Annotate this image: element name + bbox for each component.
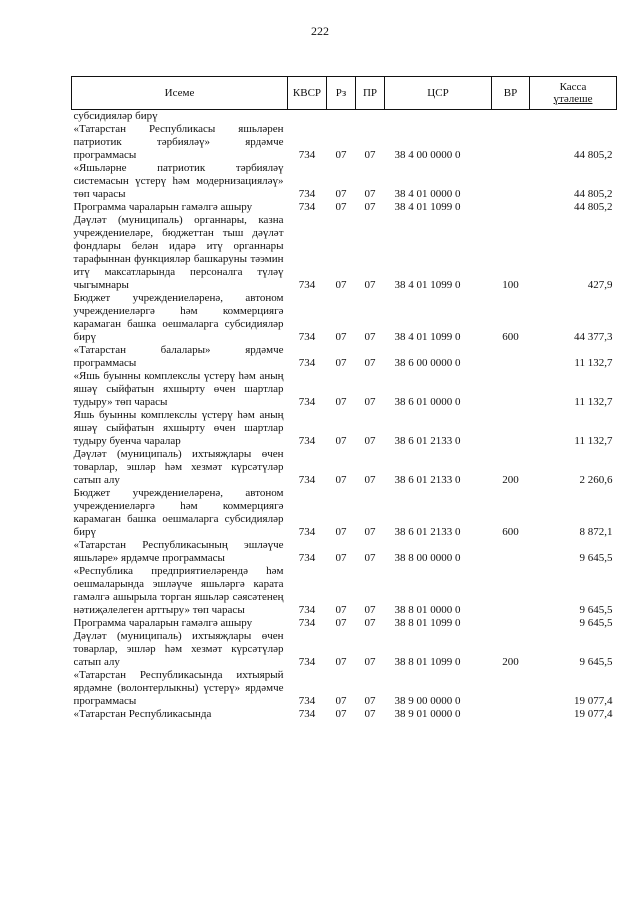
cell-sum: 11 132,7 (574, 396, 613, 408)
table-row (72, 708, 617, 721)
cell-kvsr: 734 (298, 656, 316, 668)
cell-rz: 07 (335, 474, 347, 486)
cell-vr (492, 123, 530, 162)
cell-sum (530, 110, 617, 124)
cell-kvsr: 734 (298, 617, 316, 629)
cell-name: Программа чараларын гамәлгә ашыру (73, 201, 253, 213)
cell-vr (492, 201, 530, 214)
table-row (72, 292, 617, 344)
cell-csr: 38 9 01 0000 0 (394, 708, 461, 720)
table-row (72, 123, 617, 162)
cell-rz: 07 (335, 552, 347, 564)
cell-kvsr: 734 (298, 552, 316, 564)
cell-csr: 38 8 01 1099 0 (394, 656, 461, 668)
cell-vr (492, 565, 530, 617)
cell-rz: 07 (335, 617, 347, 629)
header-pr: ПР (356, 77, 385, 110)
header-kvsr: КВСР (288, 77, 327, 110)
table-row (72, 565, 617, 617)
cell-csr: 38 8 01 1099 0 (394, 617, 461, 629)
cell-csr: 38 4 00 0000 0 (394, 149, 461, 161)
cell-pr (356, 110, 385, 124)
cell-rz: 07 (335, 331, 347, 343)
cell-pr: 07 (364, 357, 376, 369)
cell-sum: 44 805,2 (574, 188, 613, 200)
cell-kvsr: 734 (298, 474, 316, 486)
cell-name: Бюджет учреждениеләренә, автоном учреждениеләргә һәм коммерциягә карамаган башка оешмаларга субсидияләр бирү (73, 487, 284, 538)
cell-rz: 07 (335, 149, 347, 161)
cell-name: «Татарстан Республикасында ихтыярый ярдәмне (волонтерлыкны) үстерү» ярдәмче программасы (73, 669, 284, 707)
cell-csr: 38 8 00 0000 0 (394, 552, 461, 564)
cell-sum: 427,9 (587, 279, 613, 291)
header-vr: ВР (492, 77, 530, 110)
header-sum-line2: үтәлеше (553, 93, 593, 105)
table-row (72, 201, 617, 214)
cell-sum: 8 872,1 (579, 526, 613, 538)
cell-sum: 9 645,5 (579, 617, 613, 629)
cell-name: Программа чараларын гамәлгә ашыру (73, 617, 253, 629)
cell-pr: 07 (364, 331, 376, 343)
cell-csr: 38 6 00 0000 0 (394, 357, 461, 369)
cell-kvsr: 734 (298, 526, 316, 538)
cell-rz: 07 (335, 695, 347, 707)
cell-pr: 07 (364, 435, 376, 447)
cell-csr: 38 4 01 1099 0 (394, 201, 461, 213)
cell-sum: 44 377,3 (574, 331, 613, 343)
cell-rz: 07 (335, 435, 347, 447)
table-row (72, 110, 617, 124)
cell-vr (492, 110, 530, 124)
page-number: 222 (311, 24, 329, 38)
cell-pr: 07 (364, 604, 376, 616)
cell-name: Дәүләт (муниципаль) ихтыяҗлары өчен товарлар, эшләр һәм хезмәт күрсәтүләр сатып алу (73, 630, 284, 668)
cell-kvsr: 734 (298, 149, 316, 161)
cell-pr: 07 (364, 617, 376, 629)
cell-pr: 07 (364, 474, 376, 486)
cell-vr (492, 344, 530, 370)
table-row (72, 162, 617, 201)
cell-name: Дәүләт (муниципаль) ихтыяҗлары өчен товарлар, эшләр һәм хезмәт күрсәтүләр сатып алу (73, 448, 284, 486)
cell-sum: 19 077,4 (574, 695, 613, 707)
cell-csr (385, 110, 492, 124)
cell-rz: 07 (335, 526, 347, 538)
cell-csr: 38 4 01 1099 0 (394, 331, 461, 343)
cell-csr: 38 4 01 0000 0 (394, 188, 461, 200)
cell-rz: 07 (335, 656, 347, 668)
cell-name: Дәүләт (муниципаль) органнары, казна учреждениеләре, бюджеттан тыш дәүләт фондлары белән идарә итү органнары тарафыннан функцияләр башкаруны тәэмин итү максатларында персоналга түләү чыгымнары (73, 214, 284, 291)
cell-pr: 07 (364, 552, 376, 564)
cell-csr: 38 6 01 2133 0 (394, 526, 461, 538)
cell-rz: 07 (335, 396, 347, 408)
cell-vr (492, 669, 530, 708)
cell-vr: 600 (502, 526, 519, 538)
table-row (72, 409, 617, 448)
cell-rz: 07 (335, 188, 347, 200)
cell-vr: 100 (502, 279, 519, 291)
cell-pr: 07 (364, 149, 376, 161)
cell-vr (492, 617, 530, 630)
cell-pr: 07 (364, 708, 376, 720)
table-row (72, 370, 617, 409)
cell-sum: 9 645,5 (579, 552, 613, 564)
cell-name: «Республика предприятиеләрендә һәм оешмаларында эшләүче яшьләргә карата гамәлгә ашырыла торган яшьләр сәясәтенең нәтиҗәлелеген арттыру» төп чарасы (73, 565, 284, 616)
cell-name: «Татарстан Республикасы яшьләрен патриотик тәрбияләү» ярдәмче программасы (73, 123, 284, 161)
cell-csr: 38 8 01 0000 0 (394, 604, 461, 616)
cell-kvsr: 734 (298, 188, 316, 200)
cell-rz: 07 (335, 604, 347, 616)
cell-sum: 9 645,5 (579, 656, 613, 668)
cell-vr (492, 370, 530, 409)
cell-rz: 07 (335, 708, 347, 720)
cell-vr (492, 539, 530, 565)
cell-kvsr: 734 (298, 279, 316, 291)
cell-kvsr: 734 (298, 435, 316, 447)
cell-sum: 11 132,7 (574, 435, 613, 447)
cell-vr (492, 162, 530, 201)
cell-sum: 9 645,5 (579, 604, 613, 616)
table-row (72, 214, 617, 292)
cell-pr: 07 (364, 279, 376, 291)
table-row (72, 344, 617, 370)
cell-sum: 44 805,2 (574, 149, 613, 161)
cell-kvsr: 734 (298, 708, 316, 720)
cell-name: Бюджет учреждениеләренә, автоном учреждениеләргә һәм коммерциягә карамаган башка оешмаларга субсидияләр бирү (73, 292, 284, 343)
cell-kvsr: 734 (298, 331, 316, 343)
cell-sum: 2 260,6 (579, 474, 613, 486)
table-row (72, 539, 617, 565)
header-sum (530, 77, 617, 110)
cell-vr: 200 (502, 474, 519, 486)
cell-rz: 07 (335, 279, 347, 291)
cell-sum: 19 077,4 (574, 708, 613, 720)
cell-vr: 200 (502, 656, 519, 668)
cell-csr: 38 9 00 0000 0 (394, 695, 461, 707)
table-header-row (72, 77, 617, 110)
header-rz: Рз (327, 77, 356, 110)
cell-kvsr: 734 (298, 604, 316, 616)
header-csr: ЦСР (385, 77, 492, 110)
cell-name: Яшь буынны комплекслы үстерү һәм аның яшәү сыйфатын яхшырту өчен шартлар тудыру буенча чаралар (73, 409, 284, 447)
cell-kvsr: 734 (298, 201, 316, 213)
cell-pr: 07 (364, 526, 376, 538)
cell-kvsr: 734 (298, 357, 316, 369)
cell-pr: 07 (364, 656, 376, 668)
cell-name: субсидияләр бирү (73, 110, 158, 122)
cell-kvsr (288, 110, 327, 124)
table-row (72, 487, 617, 539)
cell-pr: 07 (364, 201, 376, 213)
cell-csr: 38 6 01 2133 0 (394, 474, 461, 486)
cell-csr: 38 6 01 2133 0 (394, 435, 461, 447)
cell-rz (327, 110, 356, 124)
table-row (72, 617, 617, 630)
budget-table (71, 76, 617, 721)
table-row (72, 630, 617, 669)
cell-kvsr: 734 (298, 695, 316, 707)
table-row (72, 448, 617, 487)
cell-vr (492, 409, 530, 448)
cell-csr: 38 6 01 0000 0 (394, 396, 461, 408)
header-sum-line1: Касса (559, 81, 587, 93)
cell-kvsr: 734 (298, 396, 316, 408)
cell-rz: 07 (335, 201, 347, 213)
table-row (72, 669, 617, 708)
cell-rz: 07 (335, 357, 347, 369)
cell-sum: 11 132,7 (574, 357, 613, 369)
cell-name: «Татарстан Республикасының эшләүче яшьләре» ярдәмче программасы (73, 539, 284, 564)
cell-csr: 38 4 01 1099 0 (394, 279, 461, 291)
table-body (72, 110, 617, 722)
cell-pr: 07 (364, 695, 376, 707)
cell-name: «Татарстан балалары» ярдәмче программасы (73, 344, 284, 369)
cell-name: «Яшь буынны комплекслы үстерү һәм аның яшәү сыйфатын яхшырту өчен шартлар тудыру» төп чарасы (73, 370, 284, 408)
cell-pr: 07 (364, 396, 376, 408)
cell-name: «Татарстан Республикасында (73, 708, 212, 720)
header-name: Исеме (72, 77, 288, 110)
cell-vr (492, 708, 530, 721)
cell-name: «Яшьләрне патриотик тәрбияләү системасын үстерү һәм модернизацияләү» төп чарасы (73, 162, 284, 200)
cell-pr: 07 (364, 188, 376, 200)
cell-sum: 44 805,2 (574, 201, 613, 213)
cell-vr: 600 (502, 331, 519, 343)
